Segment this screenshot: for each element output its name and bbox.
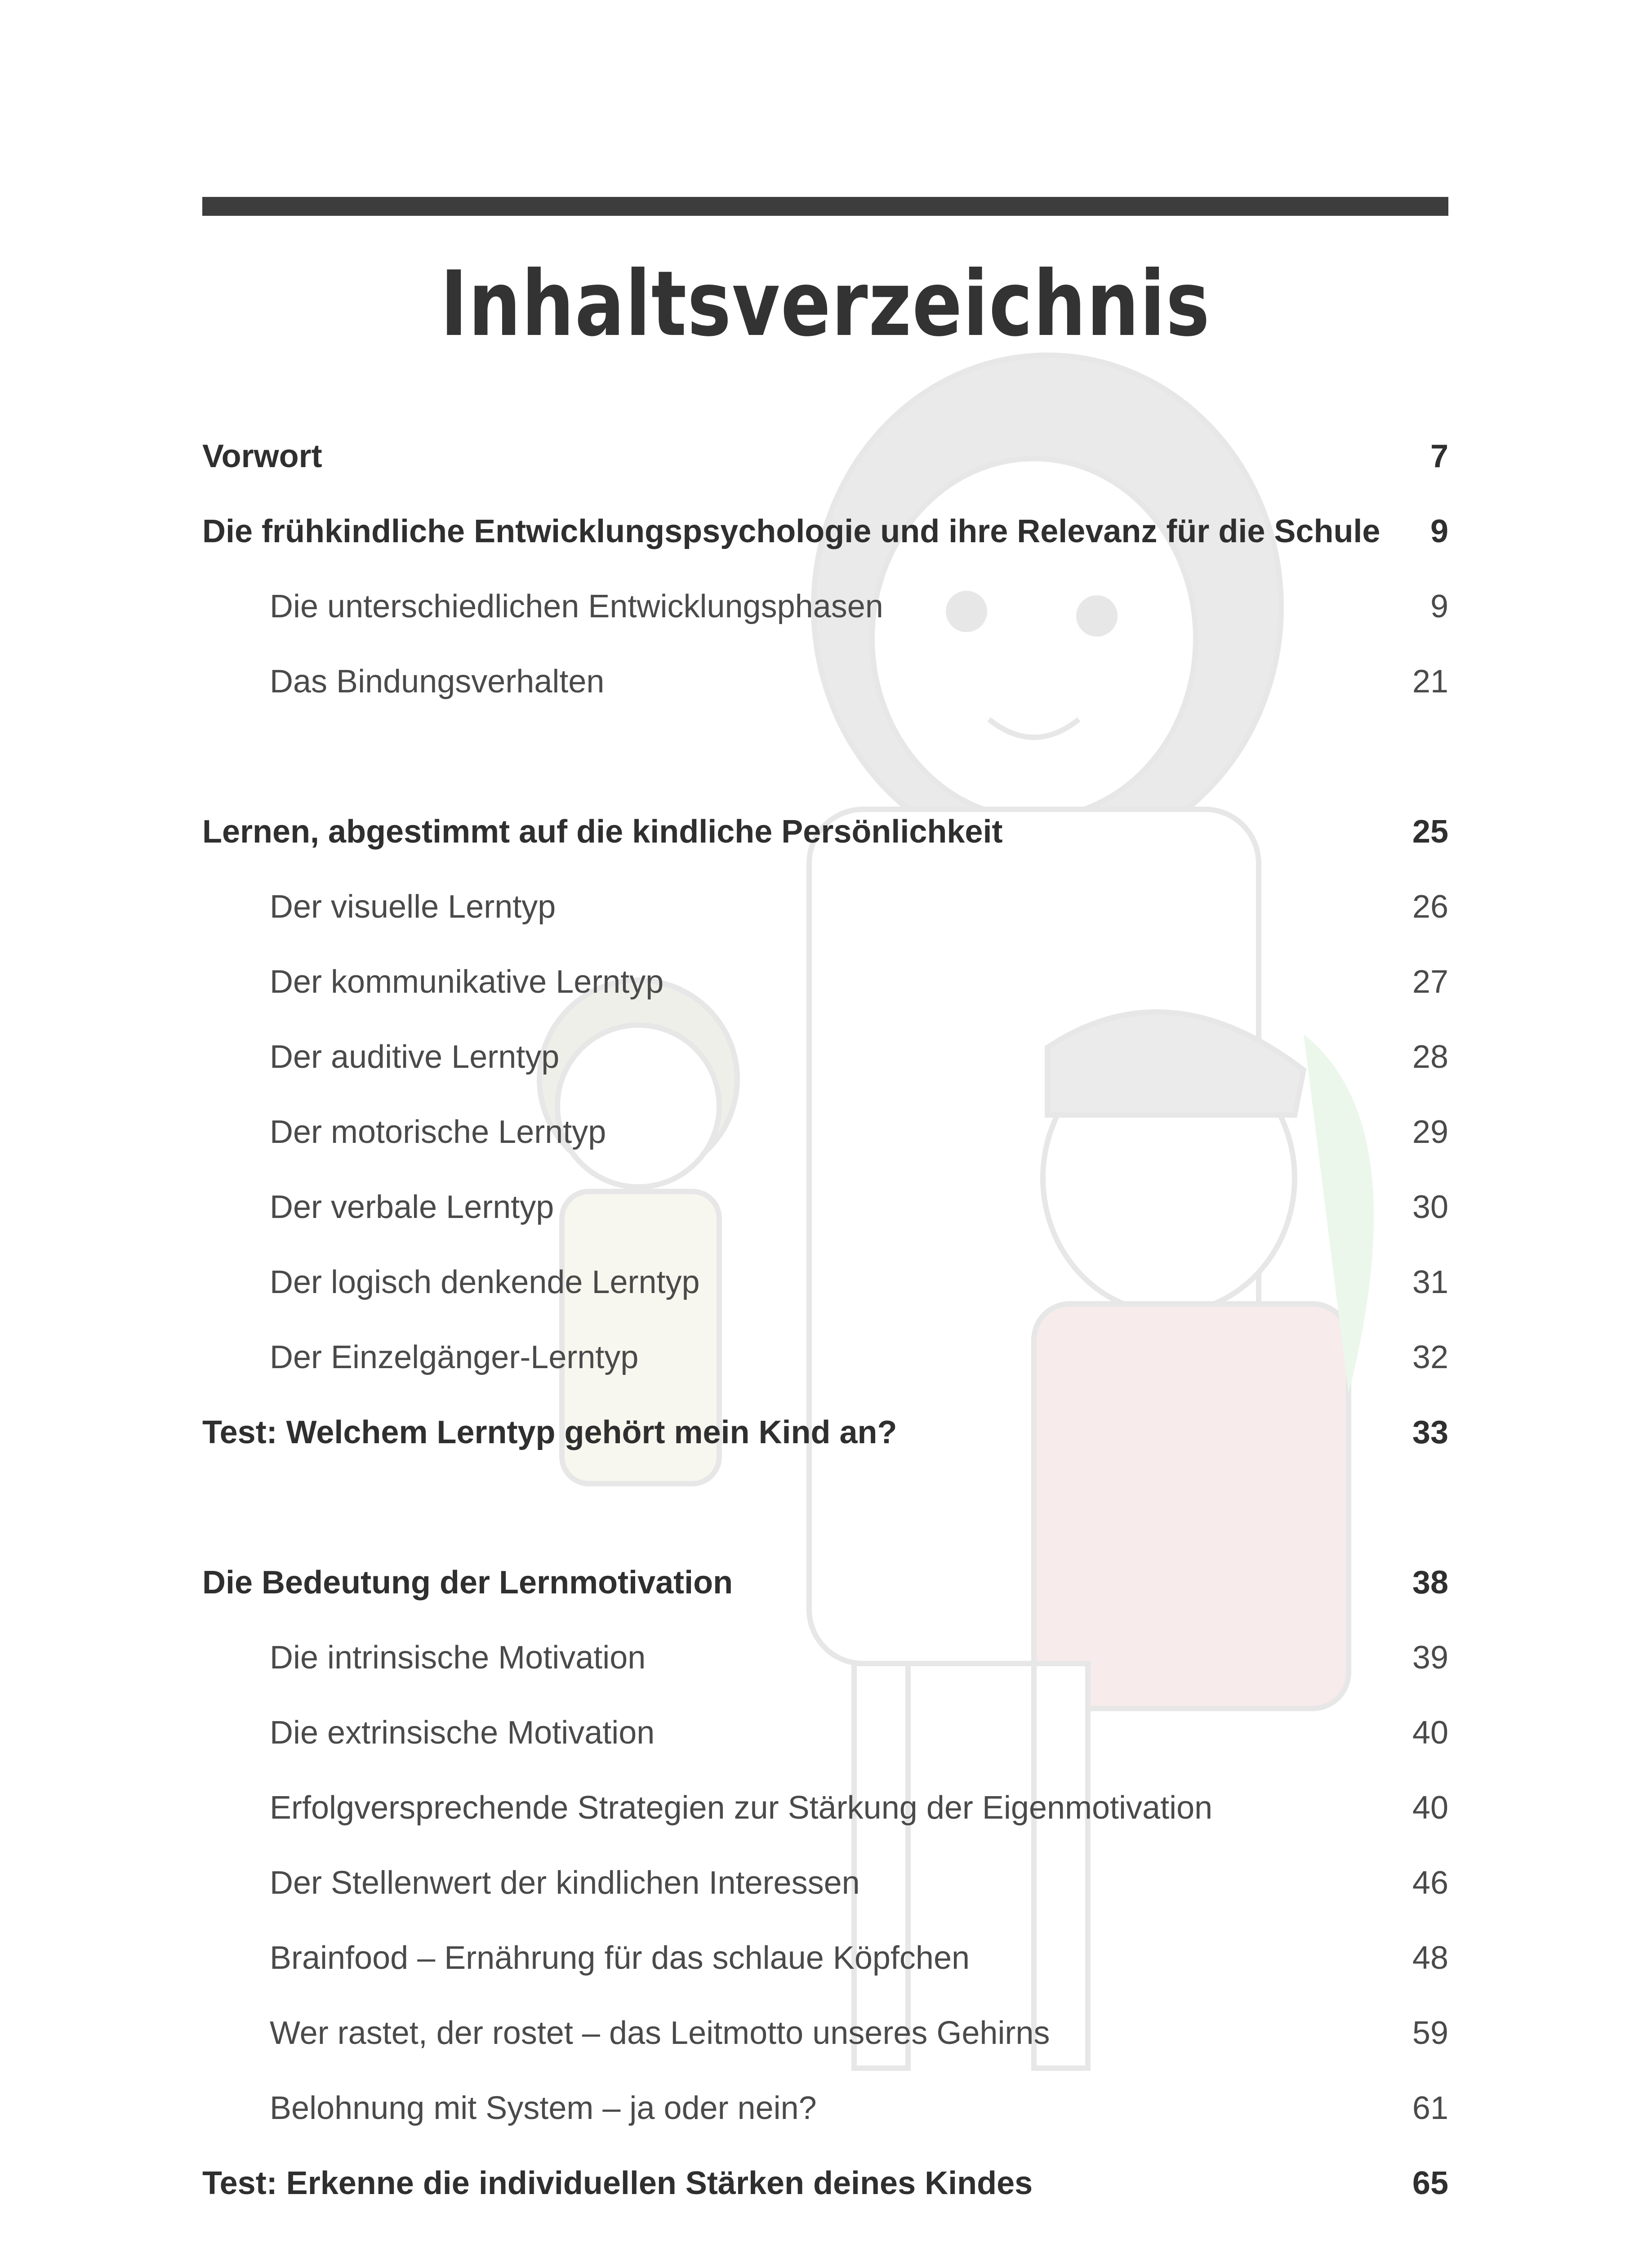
toc-entry[interactable] — [202, 1333, 1448, 1382]
toc-entry[interactable] — [202, 2083, 1448, 2133]
toc-entry-page: 46 — [1412, 1865, 1448, 1901]
toc-entry[interactable] — [202, 1032, 1448, 1082]
toc-entry-page: 21 — [1412, 664, 1448, 700]
toc-entry-label: Der Stellenwert der kindlichen Interessen — [270, 1865, 860, 1901]
toc-entry[interactable] — [202, 882, 1448, 932]
toc-entry[interactable] — [202, 432, 1448, 481]
toc-entry-label: Die frühkindliche Entwicklungspsychologie und ihre Relevanz für die Schule — [202, 513, 1380, 549]
toc-entry-page: 59 — [1412, 2015, 1448, 2051]
toc-entry[interactable] — [202, 1107, 1448, 1157]
toc-entry-label: Der kommunikative Lerntyp — [270, 964, 664, 1000]
toc-entry-label: Erfolgversprechende Strategien zur Stärkung der Eigenmotivation — [270, 1790, 1213, 1826]
toc-entry-label: Test: Erkenne die individuellen Stärken deines Kindes — [202, 2165, 1033, 2201]
toc-entry[interactable] — [202, 1182, 1448, 1232]
toc-entry-label: Der Einzelgänger-Lerntyp — [270, 1339, 639, 1375]
toc-entry-label: Der verbale Lerntyp — [270, 1189, 554, 1225]
toc-entry-page: 40 — [1412, 1790, 1448, 1826]
toc-entry-page: 25 — [1412, 814, 1448, 850]
toc-entry-page: 38 — [1412, 1565, 1448, 1601]
toc-entry[interactable] — [202, 1708, 1448, 1757]
toc-entry[interactable] — [202, 2159, 1448, 2208]
toc-entry[interactable] — [202, 807, 1448, 856]
toc-entry-label: Belohnung mit System – ja oder nein? — [270, 2090, 817, 2126]
toc-entry-page: 40 — [1412, 1715, 1448, 1751]
page-title: Inhaltsverzeichnis — [440, 252, 1211, 357]
toc-entry-page: 30 — [1412, 1189, 1448, 1225]
toc-entry-label: Lernen, abgestimmt auf die kindliche Persönlichkeit — [202, 814, 1003, 850]
toc-entry-page: 65 — [1412, 2165, 1448, 2201]
toc-entry-label: Das Bindungsverhalten — [270, 664, 605, 700]
toc-entry[interactable] — [202, 1258, 1448, 1307]
toc-entry-label: Wer rastet, der rostet – das Leitmotto unseres Gehirns — [270, 2015, 1050, 2051]
toc-entry-label: Der visuelle Lerntyp — [270, 889, 556, 925]
toc-entry[interactable] — [202, 1783, 1448, 1833]
toc-entry-label: Test: Welchem Lerntyp gehört mein Kind an? — [202, 1414, 897, 1450]
toc-entry[interactable] — [202, 1633, 1448, 1682]
toc-entry[interactable] — [202, 582, 1448, 631]
toc-entry-label: Brainfood – Ernährung für das schlaue Köpfchen — [270, 1940, 970, 1976]
toc-entry-page: 9 — [1430, 589, 1448, 624]
toc-entry-page: 39 — [1412, 1640, 1448, 1676]
toc-entry-page: 31 — [1412, 1264, 1448, 1300]
toc-entry-label: Der motorische Lerntyp — [270, 1114, 606, 1150]
toc-entry-label: Die extrinsische Motivation — [270, 1715, 655, 1751]
toc-entry-page: 33 — [1412, 1414, 1448, 1450]
toc-entry-page: 9 — [1430, 513, 1448, 549]
toc-entry-label: Die intrinsische Motivation — [270, 1640, 646, 1676]
toc-entry-label: Die unterschiedlichen Entwicklungsphasen — [270, 589, 883, 624]
toc-entry[interactable] — [202, 657, 1448, 706]
toc-entry-label: Die Bedeutung der Lernmotivation — [202, 1565, 733, 1601]
toc-entry-page: 61 — [1412, 2090, 1448, 2126]
toc-entry-label: Der auditive Lerntyp — [270, 1039, 560, 1075]
toc-entry-page: 27 — [1412, 964, 1448, 1000]
toc-entry[interactable] — [202, 507, 1448, 556]
toc-entry[interactable] — [202, 1858, 1448, 1908]
toc-entry-page: 29 — [1412, 1114, 1448, 1150]
toc-entry[interactable] — [202, 957, 1448, 1007]
toc-entry[interactable] — [202, 1933, 1448, 1983]
toc-entry-label: Vorwort — [202, 438, 322, 474]
toc-entry[interactable] — [202, 2008, 1448, 2058]
toc-entry-page: 7 — [1430, 438, 1448, 474]
toc-entry-page: 48 — [1412, 1940, 1448, 1976]
toc-entry-page: 28 — [1412, 1039, 1448, 1075]
toc-entry[interactable] — [202, 1408, 1448, 1457]
top-rule — [202, 197, 1448, 216]
toc-entry-page: 32 — [1412, 1339, 1448, 1375]
toc-entry-label: Der logisch denkende Lerntyp — [270, 1264, 700, 1300]
toc-entry[interactable] — [202, 1558, 1448, 1607]
toc-entry-page: 26 — [1412, 889, 1448, 925]
